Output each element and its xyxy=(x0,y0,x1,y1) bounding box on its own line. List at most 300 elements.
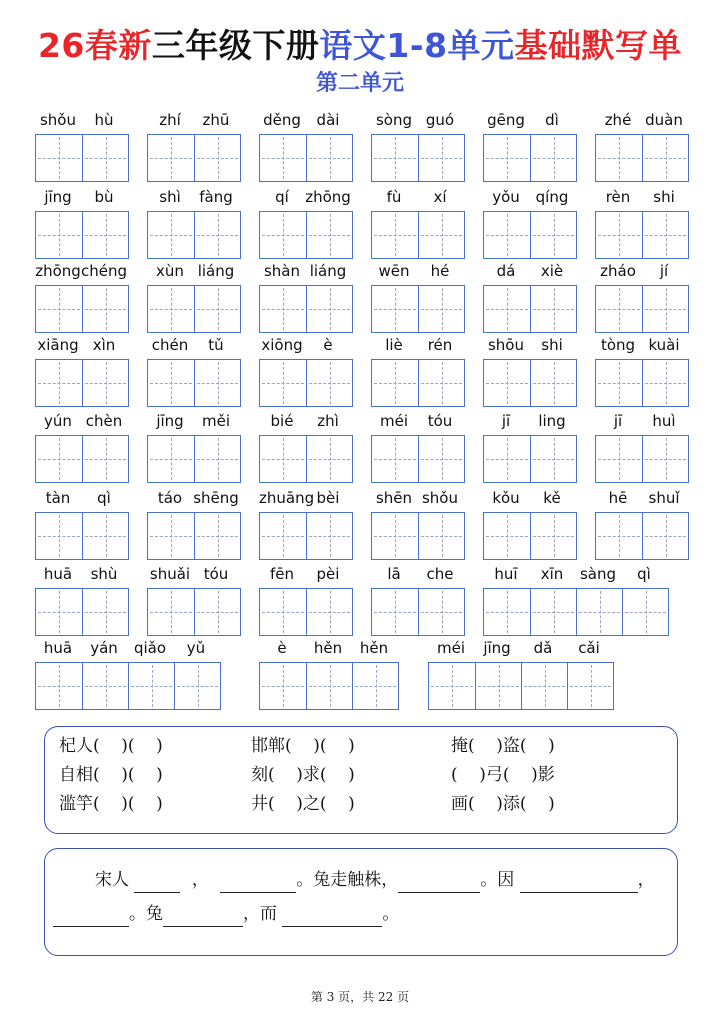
writing-cell[interactable] xyxy=(372,360,418,406)
word-writing-group xyxy=(371,564,463,638)
pinyin-label: guó xyxy=(425,111,455,129)
tianzige-boxes xyxy=(259,359,353,407)
word-writing-group xyxy=(483,488,575,562)
writing-cell[interactable] xyxy=(484,513,530,559)
writing-cell[interactable] xyxy=(484,589,530,635)
answer-blank[interactable] xyxy=(220,874,296,893)
writing-cell[interactable] xyxy=(260,513,306,559)
pinyin-label: è xyxy=(323,336,333,354)
word-writing-group xyxy=(35,488,127,562)
writing-cell[interactable] xyxy=(36,212,82,258)
writing-cell[interactable] xyxy=(82,513,128,559)
word-writing-group xyxy=(428,638,612,712)
writing-cell[interactable] xyxy=(418,360,464,406)
tianzige-boxes xyxy=(35,359,129,407)
pinyin-label: méi xyxy=(379,412,408,430)
writing-cell[interactable] xyxy=(194,212,240,258)
tianzige-boxes xyxy=(595,285,689,333)
tianzige-boxes xyxy=(259,662,399,710)
writing-cell[interactable] xyxy=(128,663,174,709)
writing-cell[interactable] xyxy=(82,286,128,332)
word-writing-group xyxy=(371,488,463,562)
tianzige-boxes xyxy=(483,512,577,560)
pinyin-label: zhuāng xyxy=(259,489,315,507)
pinyin-label: qì xyxy=(97,489,111,507)
pinyin-label: zhé xyxy=(604,111,632,129)
writing-cell[interactable] xyxy=(194,513,240,559)
word-writing-group xyxy=(371,110,463,184)
pinyin-label: hěn xyxy=(313,639,343,657)
answer-blank[interactable] xyxy=(163,908,243,927)
pinyin-label: huā xyxy=(43,639,73,657)
tianzige-boxes xyxy=(259,435,353,483)
writing-cell[interactable] xyxy=(642,286,688,332)
pinyin-label: qí xyxy=(275,188,289,206)
pinyin-label: kuài xyxy=(648,336,680,354)
word-writing-group xyxy=(35,411,127,485)
writing-cell[interactable] xyxy=(622,589,668,635)
pinyin-label: qiǎo xyxy=(133,639,167,657)
answer-blank[interactable] xyxy=(282,908,382,927)
word-writing-group xyxy=(371,261,463,335)
tianzige-boxes xyxy=(371,435,465,483)
tianzige-boxes xyxy=(147,435,241,483)
pinyin-label: è xyxy=(277,639,287,657)
writing-cell[interactable] xyxy=(306,513,352,559)
tianzige-boxes xyxy=(147,134,241,182)
writing-cell[interactable] xyxy=(82,212,128,258)
pinyin-label: tǔ xyxy=(208,336,224,354)
word-writing-group xyxy=(483,110,575,184)
word-writing-group xyxy=(371,335,463,409)
writing-cell[interactable] xyxy=(372,135,418,181)
writing-cell[interactable] xyxy=(530,135,576,181)
writing-cell[interactable] xyxy=(642,436,688,482)
writing-cell[interactable] xyxy=(148,212,194,258)
idiom-panel xyxy=(44,726,678,834)
idiom-item: 井( )之( ) xyxy=(251,794,355,814)
story-text: ， xyxy=(191,870,209,890)
tianzige-boxes xyxy=(147,588,241,636)
pinyin-label: gēng xyxy=(487,111,525,129)
pinyin-label: pèi xyxy=(316,565,340,583)
writing-cell[interactable] xyxy=(484,360,530,406)
writing-cell[interactable] xyxy=(82,589,128,635)
word-writing-group xyxy=(147,411,239,485)
tianzige-boxes xyxy=(595,435,689,483)
word-writing-group xyxy=(35,638,219,712)
idiom-item: 画( )添( ) xyxy=(451,794,555,814)
writing-cell[interactable] xyxy=(194,589,240,635)
pinyin-label: dá xyxy=(496,262,516,280)
word-writing-group xyxy=(147,564,239,638)
writing-cell[interactable] xyxy=(530,436,576,482)
writing-cell[interactable] xyxy=(596,135,642,181)
story-panel xyxy=(44,848,678,956)
tianzige-boxes xyxy=(371,285,465,333)
writing-cell[interactable] xyxy=(260,212,306,258)
pinyin-label: zhōng xyxy=(305,188,351,206)
tianzige-boxes xyxy=(483,211,577,259)
pinyin-label: kǒu xyxy=(492,489,520,507)
word-writing-group xyxy=(483,564,667,638)
writing-cell[interactable] xyxy=(260,286,306,332)
pinyin-label: jī xyxy=(613,412,623,430)
pinyin-label: shōu xyxy=(487,336,524,354)
pinyin-label: chèn xyxy=(85,412,123,430)
writing-cell[interactable] xyxy=(306,663,352,709)
pinyin-label: kě xyxy=(543,489,561,507)
tianzige-boxes xyxy=(35,512,129,560)
pinyin-label: liáng xyxy=(309,262,347,280)
pinyin-label: xìn xyxy=(92,336,116,354)
word-writing-group xyxy=(147,110,239,184)
pinyin-label: huā xyxy=(43,565,73,583)
pinyin-label: jī xyxy=(501,412,511,430)
pinyin-label: tàn xyxy=(45,489,71,507)
pinyin-label: rèn xyxy=(605,188,631,206)
idiom-item: 掩( )盗( ) xyxy=(451,736,555,756)
writing-cell[interactable] xyxy=(36,360,82,406)
word-writing-group xyxy=(483,411,575,485)
tianzige-boxes xyxy=(371,211,465,259)
pinyin-label: rén xyxy=(427,336,453,354)
writing-cell[interactable] xyxy=(418,513,464,559)
word-writing-group xyxy=(259,564,351,638)
writing-cell[interactable] xyxy=(576,589,622,635)
word-writing-group xyxy=(483,261,575,335)
writing-cell[interactable] xyxy=(596,360,642,406)
worksheet-title xyxy=(0,26,720,66)
pinyin-label: lā xyxy=(387,565,401,583)
writing-cell[interactable] xyxy=(306,589,352,635)
story-text: ，而 xyxy=(243,904,277,924)
answer-blank[interactable] xyxy=(520,874,638,893)
tianzige-boxes xyxy=(483,285,577,333)
story-text: 宋人 xyxy=(95,870,129,890)
tianzige-boxes xyxy=(35,435,129,483)
word-writing-group xyxy=(259,488,351,562)
title-part-3: 语文1-8单元 xyxy=(319,26,515,65)
writing-cell[interactable] xyxy=(530,589,576,635)
pinyin-label: shǒu xyxy=(421,489,458,507)
unit-subtitle: 第二单元 xyxy=(315,71,404,96)
writing-cell[interactable] xyxy=(36,286,82,332)
word-writing-group xyxy=(35,110,127,184)
word-writing-group xyxy=(35,564,127,638)
pinyin-label: tóu xyxy=(203,565,229,583)
writing-cell[interactable] xyxy=(642,513,688,559)
pinyin-label: huì xyxy=(652,412,676,430)
pinyin-label: shi xyxy=(541,336,563,354)
tianzige-boxes xyxy=(259,134,353,182)
pinyin-label: yǔ xyxy=(186,639,206,657)
writing-cell[interactable] xyxy=(372,436,418,482)
pinyin-label: qì xyxy=(637,565,651,583)
pinyin-label: méi xyxy=(436,639,465,657)
writing-cell[interactable] xyxy=(148,589,194,635)
word-writing-group xyxy=(259,411,351,485)
pinyin-label: dì xyxy=(545,111,559,129)
word-writing-group xyxy=(259,110,351,184)
pinyin-label: chéng xyxy=(81,262,128,280)
pinyin-label: tòng xyxy=(600,336,636,354)
pinyin-label: xiè xyxy=(540,262,564,280)
pinyin-label: dài xyxy=(316,111,340,129)
writing-cell[interactable] xyxy=(260,360,306,406)
writing-cell[interactable] xyxy=(484,135,530,181)
tianzige-boxes xyxy=(595,359,689,407)
tianzige-boxes xyxy=(259,285,353,333)
story-text: ， xyxy=(637,870,655,890)
writing-cell[interactable] xyxy=(82,135,128,181)
pinyin-label: bèi xyxy=(316,489,340,507)
pinyin-label: měi xyxy=(201,412,230,430)
word-writing-group xyxy=(147,187,239,261)
idiom-item: 邯郸( )( ) xyxy=(251,736,355,756)
writing-cell[interactable] xyxy=(596,286,642,332)
tianzige-boxes xyxy=(147,512,241,560)
pinyin-label: zhì xyxy=(317,412,339,430)
writing-cell[interactable] xyxy=(36,663,82,709)
pinyin-label: hù xyxy=(94,111,114,129)
writing-cell[interactable] xyxy=(484,436,530,482)
word-writing-group xyxy=(371,411,463,485)
pinyin-label: hé xyxy=(430,262,450,280)
tianzige-boxes xyxy=(483,359,577,407)
pinyin-label: xīn xyxy=(540,565,564,583)
writing-cell[interactable] xyxy=(260,589,306,635)
pinyin-label: jīng xyxy=(44,188,72,206)
word-writing-group xyxy=(595,110,687,184)
writing-cell[interactable] xyxy=(429,663,475,709)
writing-cell[interactable] xyxy=(530,212,576,258)
word-writing-group xyxy=(35,261,127,335)
tianzige-boxes xyxy=(371,359,465,407)
word-writing-group xyxy=(35,187,127,261)
tianzige-boxes xyxy=(371,134,465,182)
writing-cell[interactable] xyxy=(82,360,128,406)
writing-cell[interactable] xyxy=(530,513,576,559)
word-writing-group xyxy=(147,488,239,562)
pinyin-label: liáng xyxy=(197,262,235,280)
writing-cell[interactable] xyxy=(306,436,352,482)
writing-cell[interactable] xyxy=(306,360,352,406)
pinyin-label: dǎ xyxy=(533,639,553,657)
pinyin-label: xiōng xyxy=(261,336,303,354)
pinyin-label: fù xyxy=(386,188,402,206)
pinyin-label: zhū xyxy=(202,111,230,129)
writing-cell[interactable] xyxy=(306,212,352,258)
writing-cell[interactable] xyxy=(260,135,306,181)
pinyin-label: yán xyxy=(90,639,118,657)
writing-cell[interactable] xyxy=(642,212,688,258)
writing-cell[interactable] xyxy=(418,212,464,258)
tianzige-boxes xyxy=(147,359,241,407)
word-writing-group xyxy=(595,411,687,485)
title-part-2: 三年级下册 xyxy=(151,26,320,65)
writing-cell[interactable] xyxy=(148,286,194,332)
tianzige-boxes xyxy=(483,588,669,636)
pinyin-label: shēng xyxy=(193,489,239,507)
pinyin-label: zhí xyxy=(159,111,181,129)
writing-cell[interactable] xyxy=(596,436,642,482)
word-writing-group xyxy=(371,187,463,261)
tianzige-boxes xyxy=(595,211,689,259)
story-line-2 xyxy=(53,901,399,927)
writing-cell[interactable] xyxy=(372,286,418,332)
writing-cell[interactable] xyxy=(148,135,194,181)
writing-cell[interactable] xyxy=(82,663,128,709)
pinyin-label: shi xyxy=(653,188,675,206)
word-writing-group xyxy=(483,335,575,409)
pinyin-label: děng xyxy=(263,111,301,129)
writing-cell[interactable] xyxy=(642,360,688,406)
writing-cell[interactable] xyxy=(36,589,82,635)
pinyin-label: jí xyxy=(659,262,669,280)
story-text: 。因 xyxy=(480,870,515,890)
pinyin-label: hěn xyxy=(359,639,389,657)
tianzige-boxes xyxy=(35,588,129,636)
word-writing-group xyxy=(483,187,575,261)
writing-cell[interactable] xyxy=(484,212,530,258)
writing-cell[interactable] xyxy=(418,436,464,482)
writing-cell[interactable] xyxy=(306,135,352,181)
pinyin-label: fàng xyxy=(199,188,233,206)
title-part-4: 基础默写单 xyxy=(514,26,683,65)
tianzige-boxes xyxy=(259,211,353,259)
tianzige-boxes xyxy=(35,211,129,259)
pinyin-label: bié xyxy=(270,412,294,430)
answer-blank[interactable] xyxy=(398,874,480,893)
writing-cell[interactable] xyxy=(82,436,128,482)
writing-cell[interactable] xyxy=(148,513,194,559)
word-writing-group xyxy=(259,335,351,409)
pinyin-label: shuǎi xyxy=(149,565,191,583)
writing-cell[interactable] xyxy=(642,135,688,181)
writing-cell[interactable] xyxy=(484,286,530,332)
tianzige-boxes xyxy=(595,512,689,560)
pinyin-label: shēn xyxy=(375,489,413,507)
pinyin-label: huī xyxy=(494,565,518,583)
writing-cell[interactable] xyxy=(194,286,240,332)
writing-cell[interactable] xyxy=(306,286,352,332)
idiom-item: ( )弓( )影 xyxy=(451,765,555,785)
writing-cell[interactable] xyxy=(372,589,418,635)
idiom-item: 滥竽( )( ) xyxy=(59,794,163,814)
word-writing-group xyxy=(35,335,127,409)
writing-cell[interactable] xyxy=(418,135,464,181)
writing-cell[interactable] xyxy=(174,663,220,709)
writing-cell[interactable] xyxy=(475,663,521,709)
pinyin-label: xiāng xyxy=(37,336,79,354)
tianzige-boxes xyxy=(35,662,221,710)
tianzige-boxes xyxy=(483,134,577,182)
word-writing-group xyxy=(259,638,397,712)
writing-cell[interactable] xyxy=(148,436,194,482)
word-writing-group xyxy=(259,187,351,261)
word-writing-group xyxy=(259,261,351,335)
writing-cell[interactable] xyxy=(418,286,464,332)
tianzige-boxes xyxy=(147,285,241,333)
writing-cell[interactable] xyxy=(352,663,398,709)
writing-cell[interactable] xyxy=(194,436,240,482)
writing-cell[interactable] xyxy=(530,286,576,332)
title-part-1: 26春新 xyxy=(37,26,152,65)
pinyin-label: liè xyxy=(385,336,403,354)
writing-cell[interactable] xyxy=(36,436,82,482)
writing-cell[interactable] xyxy=(36,513,82,559)
tianzige-boxes xyxy=(147,211,241,259)
idiom-item: 刻( )求( ) xyxy=(251,765,355,785)
writing-cell[interactable] xyxy=(418,589,464,635)
word-writing-group xyxy=(147,261,239,335)
pinyin-label: tóu xyxy=(427,412,453,430)
pinyin-label: cǎi xyxy=(578,639,600,657)
writing-cell[interactable] xyxy=(567,663,613,709)
pinyin-label: táo xyxy=(157,489,183,507)
word-writing-group xyxy=(595,488,687,562)
pinyin-label: hē xyxy=(608,489,628,507)
pinyin-label: jīng xyxy=(156,412,184,430)
writing-cell[interactable] xyxy=(596,513,642,559)
pinyin-label: yǒu xyxy=(492,188,520,206)
pinyin-label: fēn xyxy=(269,565,295,583)
tianzige-boxes xyxy=(483,435,577,483)
writing-cell[interactable] xyxy=(260,663,306,709)
writing-cell[interactable] xyxy=(36,135,82,181)
pinyin-label: xí xyxy=(433,188,447,206)
pinyin-label: sàng xyxy=(579,565,617,583)
pinyin-label: bù xyxy=(94,188,114,206)
story-text: 。兔走触株， xyxy=(296,870,399,890)
pinyin-label: che xyxy=(426,565,454,583)
writing-cell[interactable] xyxy=(372,212,418,258)
tianzige-boxes xyxy=(371,512,465,560)
word-writing-group xyxy=(595,261,687,335)
tianzige-boxes xyxy=(259,588,353,636)
pinyin-label: ling xyxy=(538,412,566,430)
writing-cell[interactable] xyxy=(521,663,567,709)
pinyin-label: jīng xyxy=(483,639,511,657)
pinyin-label: shuǐ xyxy=(648,489,680,507)
pinyin-label: yún xyxy=(44,412,72,430)
pinyin-label: shàn xyxy=(263,262,301,280)
page-footer: 第 3 页，共 22 页 xyxy=(310,990,410,1004)
story-line-1 xyxy=(95,867,655,893)
word-writing-group xyxy=(595,335,687,409)
writing-cell[interactable] xyxy=(530,360,576,406)
answer-blank[interactable] xyxy=(134,874,180,893)
pinyin-label: zháo xyxy=(600,262,636,280)
writing-cell[interactable] xyxy=(596,212,642,258)
tianzige-boxes xyxy=(371,588,465,636)
tianzige-boxes xyxy=(259,512,353,560)
pinyin-label: shǒu xyxy=(39,111,76,129)
writing-cell[interactable] xyxy=(372,513,418,559)
pinyin-label: shù xyxy=(90,565,118,583)
pinyin-label: xùn xyxy=(156,262,184,280)
writing-cell[interactable] xyxy=(194,135,240,181)
word-writing-group xyxy=(147,335,239,409)
answer-blank[interactable] xyxy=(53,908,129,927)
writing-cell[interactable] xyxy=(148,360,194,406)
pinyin-label: sòng xyxy=(375,111,413,129)
writing-cell[interactable] xyxy=(260,436,306,482)
idiom-item: 自相( )( ) xyxy=(59,765,163,785)
writing-cell[interactable] xyxy=(194,360,240,406)
word-writing-group xyxy=(595,187,687,261)
